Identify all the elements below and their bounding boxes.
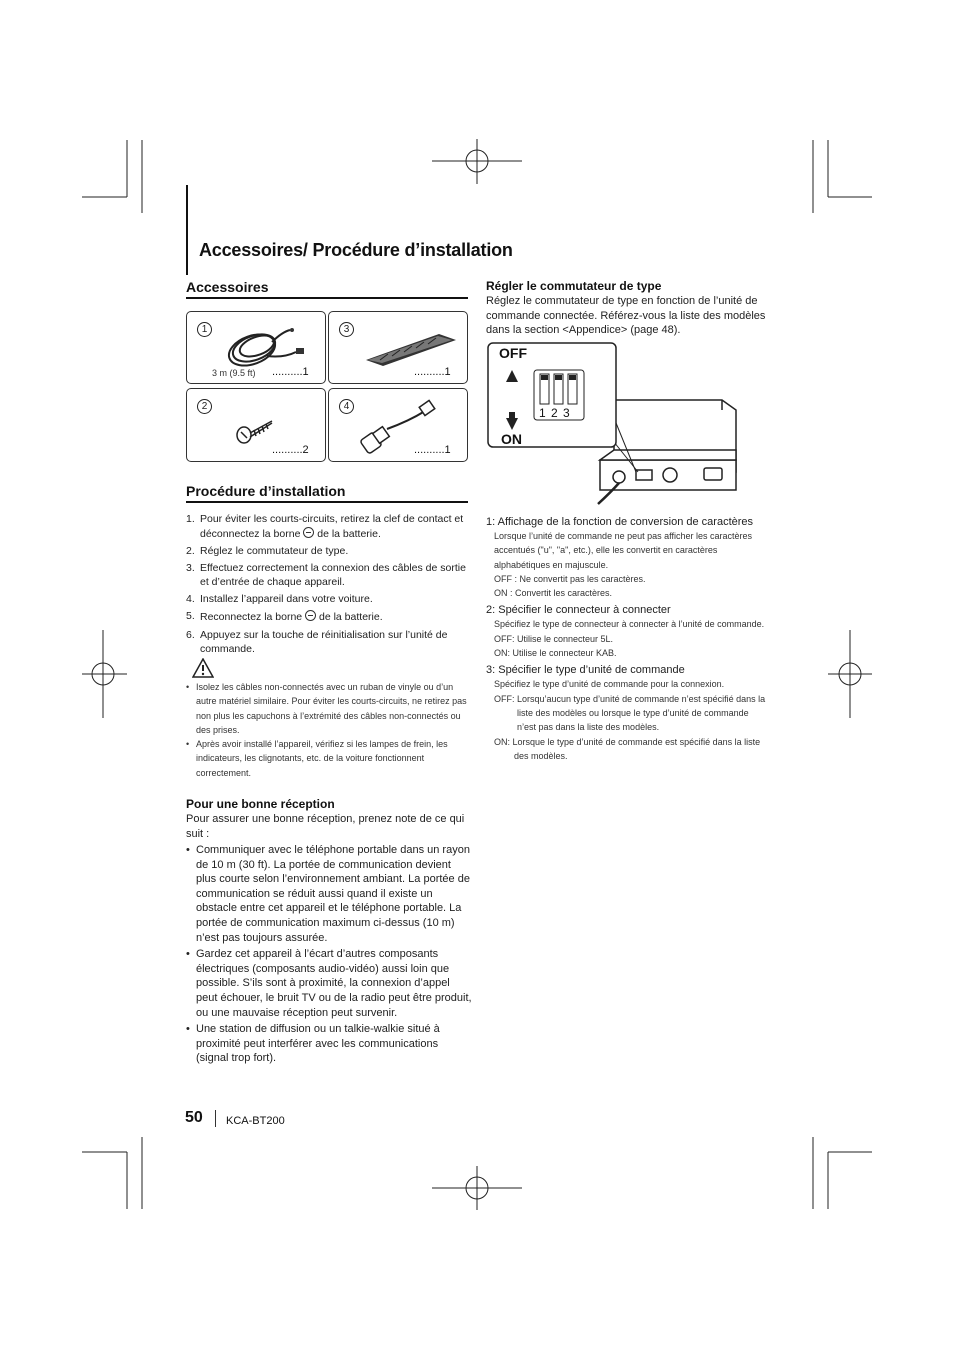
warning-list [186, 680, 472, 780]
accessory-2 [186, 388, 326, 462]
accessory-number: 1 [197, 322, 212, 337]
switch-heading: Régler le commutateur de type [486, 279, 662, 293]
title-bar [186, 185, 188, 275]
accessory-qty: ..........1 [272, 366, 309, 378]
registration-mark-bottom [432, 1166, 522, 1210]
entry-line: Spécifiez le type d’unité de commande pour la connexion. [494, 679, 725, 690]
registration-mark-top [432, 139, 522, 184]
footer-divider [215, 1110, 216, 1127]
model-name: KCA-BT200 [226, 1115, 285, 1127]
page-title: Accessoires/ Procédure d’installation [199, 240, 513, 260]
step-item: 4. Installez l’appareil dans votre voiture. [186, 593, 373, 605]
installation-steps [186, 512, 472, 659]
step-item: 1. Pour éviter les courts-circuits, retirez la clef de contact et déconnectez la borne de la batterie. [186, 513, 464, 540]
accessories-heading: Accessoires [186, 279, 468, 299]
type-switch-diagram [486, 342, 756, 512]
reception-item: • Gardez cet appareil à l’écart d’autres composants électriques (composants audio-vidéo) aussi loin que possible. S’ils sont à proximité, la connexion d’appel peut échouer, le bruit TV ou de la radio peut être produit, ou une mauvaise réception peut survenir. [186, 947, 472, 1020]
accessory-qty: ..........2 [272, 444, 309, 456]
page-number: 50 [185, 1109, 203, 1126]
reception-intro: Pour assurer une bonne réception, prenez note de ce qui suit : [186, 813, 465, 840]
accessory-number: 3 [339, 322, 354, 337]
battery-minus-icon [303, 527, 314, 538]
reception-list [186, 843, 472, 1068]
accessory-number: 4 [339, 399, 354, 414]
step-item: 6. Appuyez sur la touche de réinitialisation sur l’unité de commande. [186, 629, 448, 655]
cable-length: 3 m (9.5 ft) [212, 368, 256, 378]
entry-title: 2: Spécifier le connecteur à connecter [486, 604, 671, 617]
warning-item: • Après avoir installé l’appareil, vérifiez si les lampes de frein, les indicateurs, les clignotants, etc. de la voiture fonctionnent correctement. [186, 737, 472, 780]
switch-intro: Réglez le commutateur de type en fonction de l’unité de commande connectée. Référez-vous la liste des modèles dans la section <Appendice> (page 48). [486, 295, 766, 336]
accessory-1 [186, 311, 326, 384]
entry-line: ON: Utilise le connecteur KAB. [494, 648, 617, 659]
battery-minus-icon [305, 610, 316, 621]
step-item: 2. Réglez le commutateur de type. [186, 545, 349, 557]
procedure-heading: Procédure d’installation [186, 483, 468, 503]
off-label: OFF [499, 345, 527, 361]
reception-item: • Communiquer avec le téléphone portable dans un rayon de 10 m (30 ft). La portée de communication devient plus courte selon l’environnement ambiant. La portée de communication se réduit aussi quand il existe un obstacle entre cet appareil et le téléphone portable. La portée de communication maximum ci-dessus (10 m) n’est pas toujours assurée. [186, 843, 472, 945]
entry-line: OFF: Lorsqu’aucun type d’unité de commande n’est spécifié dans la liste des modèles ou lorsque le type d’unité de commande n’est pas dans la liste des modèles. [494, 693, 766, 733]
reception-heading: Pour une bonne réception [186, 797, 335, 811]
entry-title: 1: Affichage de la fonction de conversion de caractères [486, 516, 754, 528]
step-item: 3. Effectuez correctement la connexion des câbles de sortie et d’entrée de chaque appareil. [186, 562, 466, 588]
cable-icon [222, 322, 317, 372]
entry-line: ON : Convertit les caractères. [494, 588, 613, 599]
warning-item: • Isolez les câbles non-connectés avec un ruban de vinyle ou d’un autre matériel similaire. Pour éviter les courts-circuits, ne retirez pas non plus les capuchons à l’extrémité des câbles non-connectés ou des prises. [186, 680, 472, 737]
switch-digits: 1 2 3 [539, 406, 571, 420]
screw-icon [232, 409, 282, 449]
reception-item: • Une station de diffusion ou un talkie-walkie situé à proximité peut interférer avec les communications (signal trop fort). [186, 1022, 472, 1066]
velcro-strip-icon [364, 330, 459, 370]
accessory-number: 2 [197, 399, 212, 414]
entry-line: Lorsque l’unité de commande ne peut pas afficher les caractères accentués ("u", "a", etc.), elle les convertit en caractères alphabétiques en majuscule. [494, 531, 752, 570]
accessory-qty: ..........1 [414, 444, 451, 456]
registration-mark-right [828, 630, 872, 718]
warning-icon [192, 658, 214, 678]
entry-line: Spécifiez le type de connecteur à connecter à l’unité de commande. [494, 619, 765, 630]
accessory-4 [328, 388, 468, 462]
accessory-3 [328, 311, 468, 384]
accessory-qty: ..........1 [414, 366, 451, 378]
entry-line: ON: Lorsque le type d’unité de commande est spécifié dans la liste des modèles. [494, 736, 761, 761]
registration-mark-left [82, 630, 127, 718]
step-item: 5. Reconnectez la borne de la batterie. [186, 610, 383, 623]
switch-entries [486, 515, 770, 763]
on-label: ON [501, 431, 522, 447]
entry-line: OFF: Utilise le connecteur 5L. [494, 633, 614, 644]
entry-line: OFF : Ne convertit pas les caractères. [494, 573, 646, 584]
entry-title: 3: Spécifier le type d’unité de commande [486, 664, 685, 677]
